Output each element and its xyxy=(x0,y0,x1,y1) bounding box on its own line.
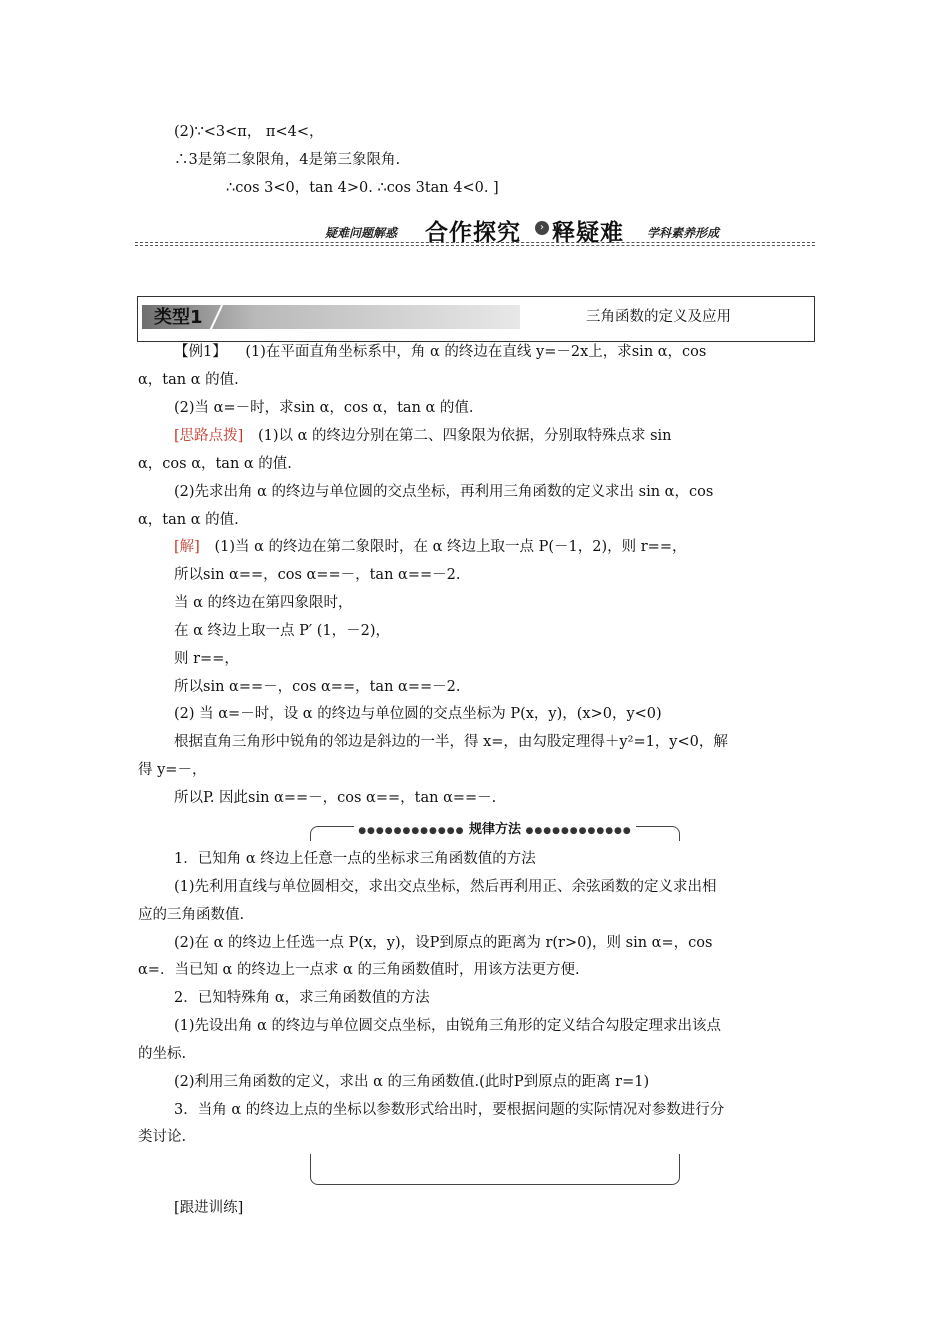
banner-left-label: 疑难问题解惑 xyxy=(325,226,398,240)
method-line: 类讨论. xyxy=(138,1129,187,1145)
solution-line: 在 α 终边上取一点 P′ (1，－2)， xyxy=(174,623,391,639)
example-line xyxy=(174,342,706,362)
solution-line: 得 y=－， xyxy=(138,762,207,778)
text-line: ∴cos 3<0，tan 4>0. ∴cos 3tan 4<0. ] xyxy=(226,180,499,196)
arrow-icon: › xyxy=(535,221,549,235)
method-line: (2)在 α 的终边上任选一点 P(x，y)，设P到原点的距离为 r(r>0)，则 sin α=，cos xyxy=(174,935,713,951)
solution-line xyxy=(174,537,686,557)
hint-line xyxy=(174,426,672,446)
solution-line: 则 r==， xyxy=(174,651,239,667)
method-line: 2．已知特殊角 α，求三角函数值的方法 xyxy=(174,990,430,1006)
hint-line: (2)先求出角 α 的终边与单位圆的交点坐标，再利用三角函数的定义求出 sin α，cos xyxy=(174,484,714,500)
method-line: 的坐标. xyxy=(138,1046,187,1062)
method-line: (1)先设出角 α 的终边与单位圆交点坐标，由锐角三角形的定义结合勾股定理求出该点 xyxy=(174,1018,722,1034)
method-frame-top xyxy=(310,822,680,841)
followup-heading: [跟进训练] xyxy=(174,1200,244,1216)
text-line: ∴3是第二象限角，4是第三象限角. xyxy=(174,152,401,168)
method-line: (2)利用三角函数的定义，求出 α 的三角函数值.(此时P到原点的距离 r=1) xyxy=(174,1074,650,1090)
solution-text: (1)当 α 的终边在第二象限时，在 α 终边上取一点 P(－1，2)，则 r==， xyxy=(214,539,687,555)
method-frame-bottom xyxy=(310,1154,680,1185)
type-header-box xyxy=(137,296,815,342)
solution-line: 所以P. 因此sin α==－，cos α==，tan α==－. xyxy=(174,790,497,806)
method-line: 1．已知角 α 终边上任意一点的坐标求三角函数值的方法 xyxy=(174,851,536,867)
example-line: α，tan α 的值. xyxy=(138,372,239,388)
hint-line: α，tan α 的值. xyxy=(138,512,239,528)
method-line: (1)先利用直线与单位圆相交，求出交点坐标，然后再利用正、余弦函数的定义求出相 xyxy=(174,879,717,895)
divider xyxy=(135,242,815,243)
banner-main-title-2: 释疑难 xyxy=(552,220,624,246)
banner-right-label: 学科素养形成 xyxy=(647,226,720,240)
solution-line: 所以sin α==，cos α==－，tan α==－2. xyxy=(174,567,461,583)
solution-line: 所以sin α==－，cos α==，tan α==－2. xyxy=(174,679,461,695)
example-text: (1)在平面直角坐标系中，角 α 的终边在直线 y=－2x上，求sin α，cos xyxy=(245,344,707,360)
method-line: α=．当已知 α 的终边上一点求 α 的三角函数值时，用该方法更方便. xyxy=(138,962,580,978)
example-line: (2)当 α=－时，求sin α，cos α，tan α 的值. xyxy=(174,400,474,416)
hint-text: (1)以 α 的终边分别在第二、四象限为依据，分别取特殊点求 sin xyxy=(257,428,672,444)
method-line: 3．当角 α 的终边上点的坐标以参数形式给出时，要根据问题的实际情况对参数进行分 xyxy=(174,1102,725,1118)
divider xyxy=(135,245,815,246)
type-tag: 类型1 xyxy=(154,307,203,328)
solution-line: 根据直角三角形中锐角的邻边是斜边的一半，得 x=，由勾股定理得＋y²=1，y<0，解 xyxy=(174,734,728,750)
method-title: ●●●●●●●●●●●● 规律方法 ●●●●●●●●●●●● xyxy=(311,818,679,837)
solution-line: (2) 当 α=－时，设 α 的终边与单位圆的交点坐标为 P(x，y)，(x>0，y<0) xyxy=(174,706,662,722)
text-line: (2)∵<3<π， π<4<， xyxy=(174,124,324,140)
banner-main-title: 合作探究 xyxy=(425,220,521,246)
section-banner xyxy=(135,212,815,246)
example-label: 【例1】 xyxy=(174,344,227,360)
hint-line: α，cos α，tan α 的值. xyxy=(138,456,292,472)
type-title: 三角函数的定义及应用 xyxy=(586,309,731,325)
solution-label: [解] xyxy=(174,539,200,555)
hint-label: [思路点拨] xyxy=(174,428,244,444)
method-line: 应的三角函数值. xyxy=(138,907,245,923)
solution-line: 当 α 的终边在第四象限时， xyxy=(174,595,353,611)
